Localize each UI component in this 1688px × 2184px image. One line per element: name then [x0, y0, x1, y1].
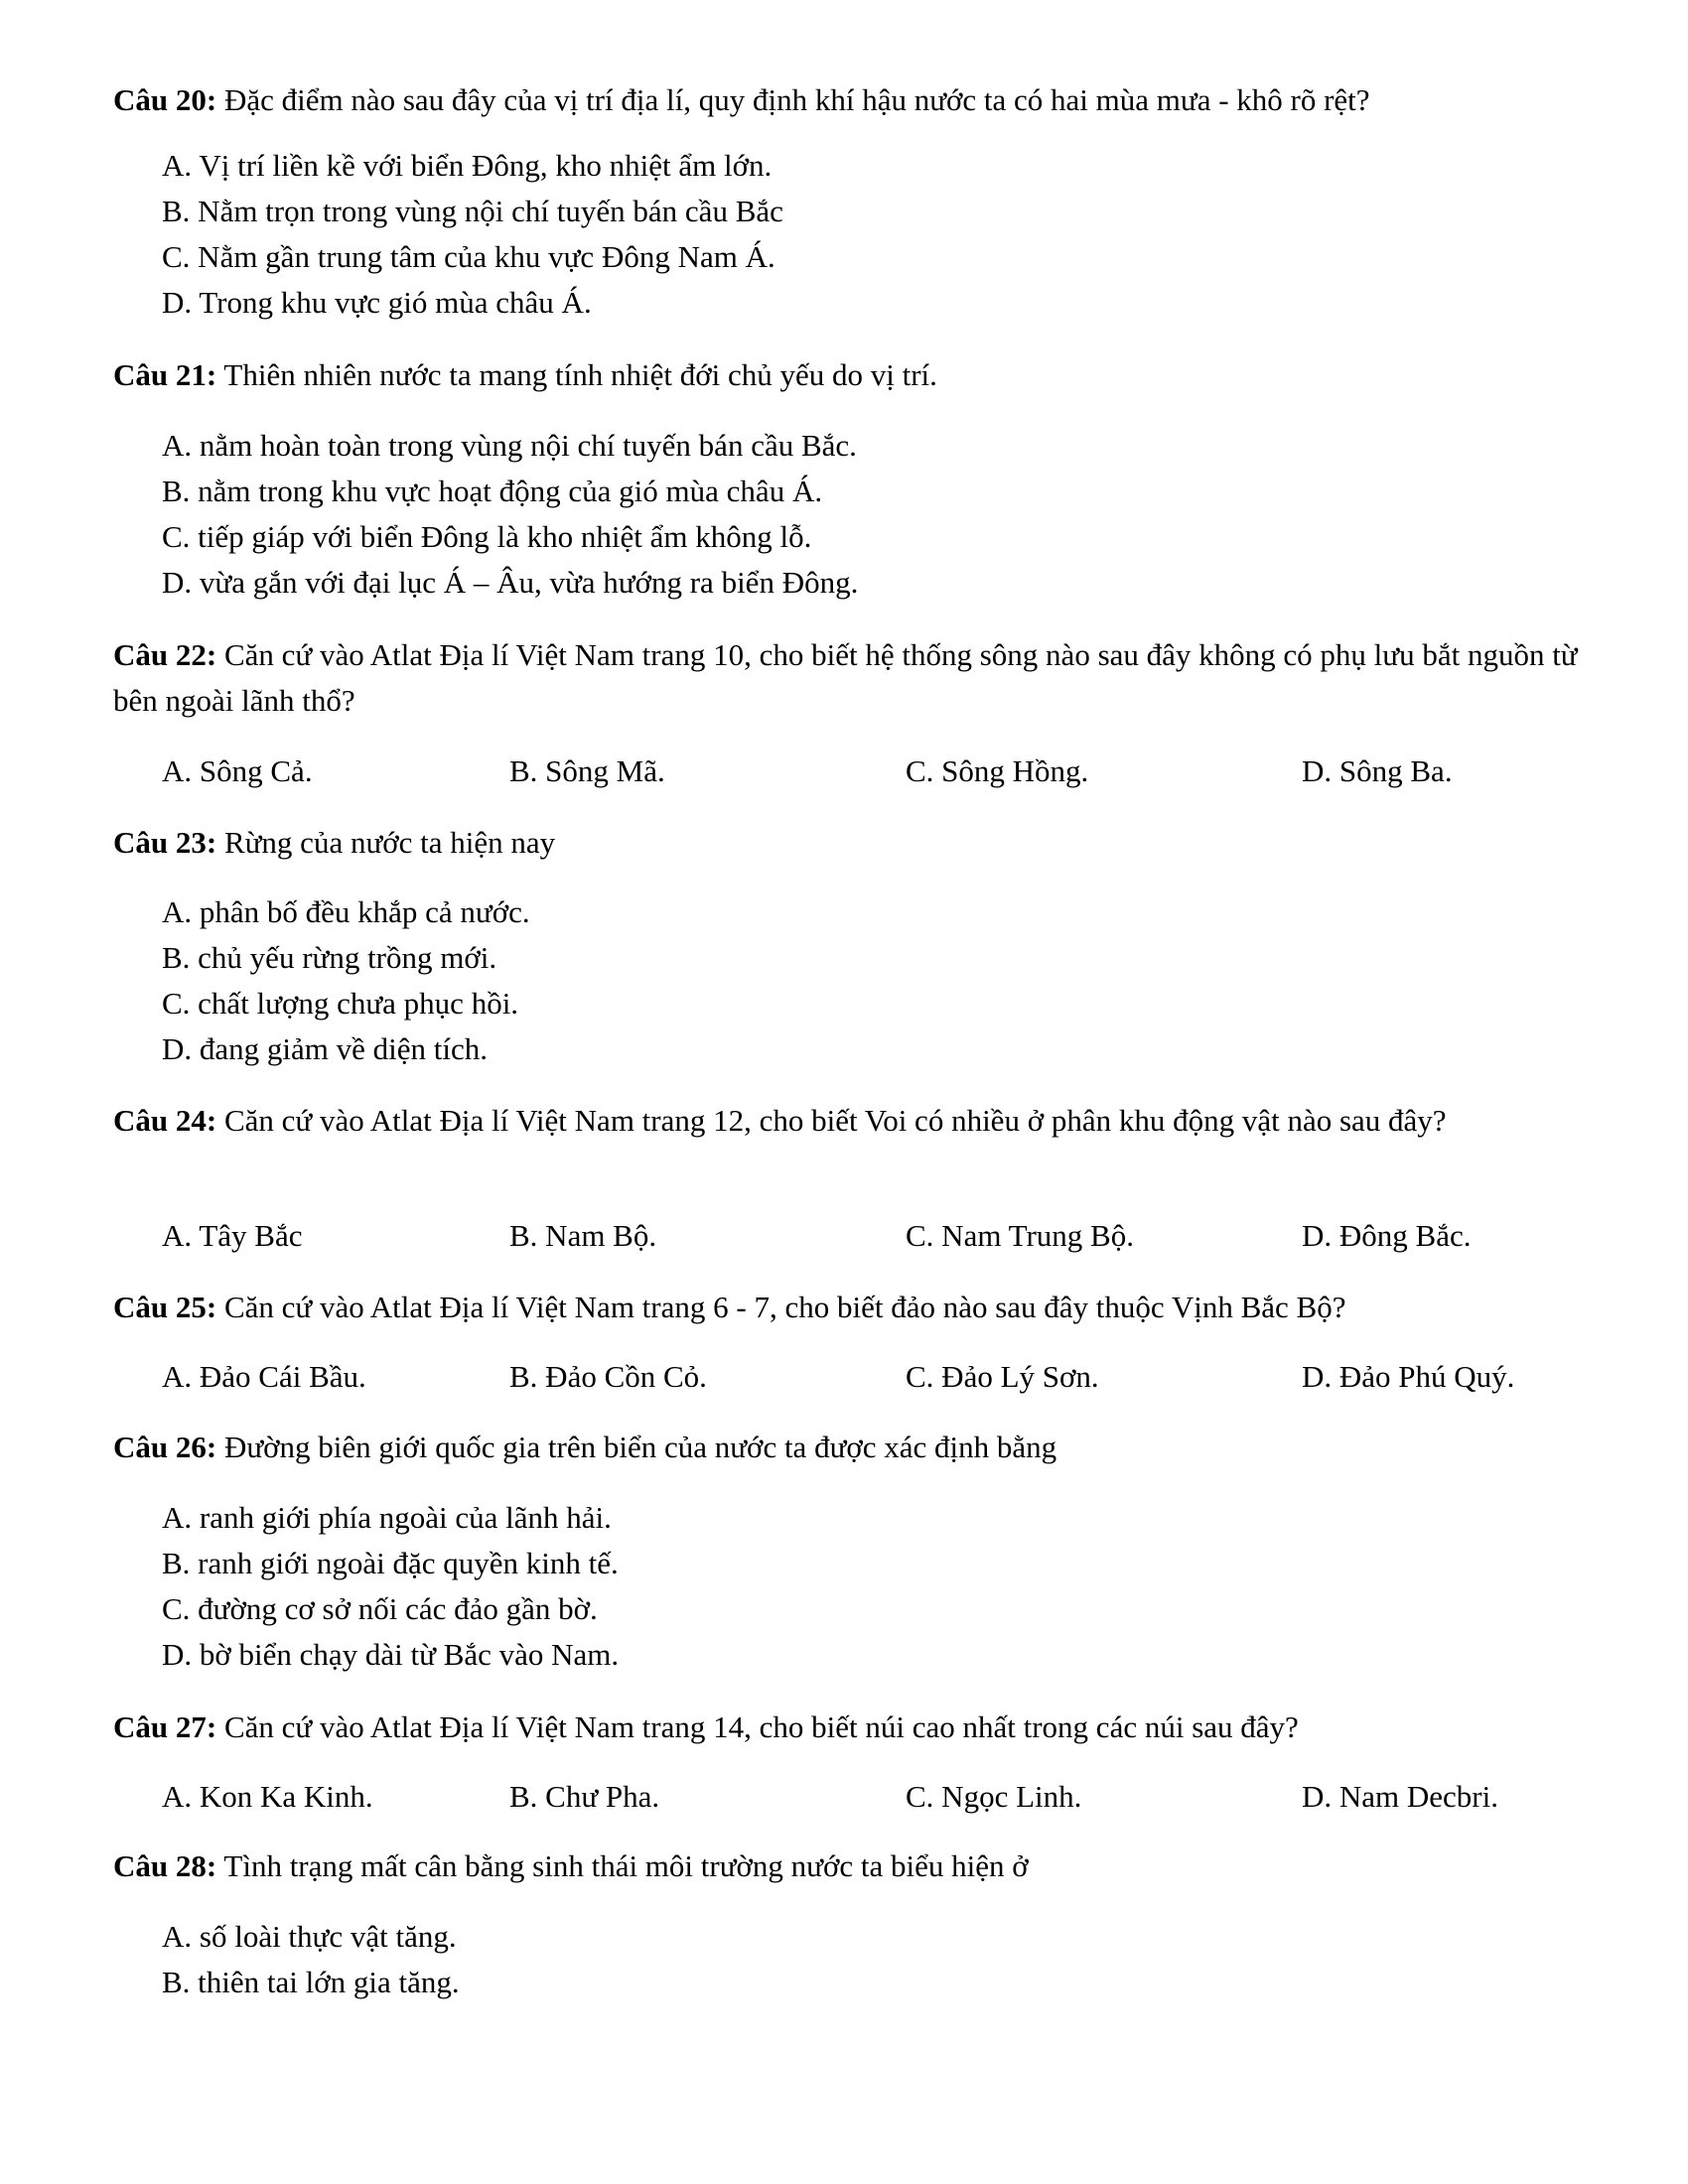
option-d: D. vừa gắn với đại lục Á – Âu, vừa hướng ra biển Đông. [162, 565, 859, 600]
option-b: B. chủ yếu rừng trồng mới. [162, 940, 497, 975]
question-28 [113, 1843, 1613, 1889]
option-c: C. tiếp giáp với biển Đông là kho nhiệt ẩm không lỗ. [162, 519, 812, 554]
question-23 [113, 820, 1613, 866]
option-a: A. Sông Cả. [162, 753, 313, 788]
question-number: Câu 25: [113, 1290, 217, 1324]
question-number: Câu 26: [113, 1430, 217, 1464]
options-row [0, 749, 1688, 794]
question-24 [113, 1098, 1613, 1144]
option-a: A. nằm hoàn toàn trong vùng nội chí tuyến bán cầu Bắc. [162, 428, 857, 463]
option-c: C. Đảo Lý Sơn. [906, 1359, 1099, 1394]
question-number: Câu 21: [113, 357, 217, 392]
question-text: Căn cứ vào Atlat Địa lí Việt Nam trang 14, cho biết núi cao nhất trong các núi sau đây? [216, 1709, 1299, 1744]
question-number: Câu 22: [113, 637, 217, 672]
option-c: C. Sông Hồng. [906, 753, 1089, 788]
question-text: Đặc điểm nào sau đây của vị trí địa lí, quy định khí hậu nước ta có hai mùa mưa - khô rõ rệt? [216, 82, 1370, 117]
option-d: D. bờ biển chạy dài từ Bắc vào Nam. [162, 1637, 620, 1672]
option-b: B. Chư Pha. [509, 1779, 660, 1814]
option-a: A. Đảo Cái Bầu. [162, 1359, 366, 1394]
options-row [0, 1774, 1688, 1820]
option-a: A. Kon Ka Kinh. [162, 1779, 373, 1814]
option-d: D. Đảo Phú Quý. [1302, 1359, 1515, 1394]
question-text: Căn cứ vào Atlat Địa lí Việt Nam trang 10, cho biết hệ thống sông nào sau đây không có phụ lưu bắt nguồn từ bên ngoài lãnh thổ? [113, 637, 1578, 718]
option-a: A. số loài thực vật tăng. [162, 1919, 457, 1954]
option-b: B. ranh giới ngoài đặc quyền kinh tế. [162, 1546, 619, 1580]
question-number: Câu 24: [113, 1103, 217, 1138]
option-d: D. Nam Decbri. [1302, 1779, 1498, 1814]
option-c: C. chất lượng chưa phục hồi. [162, 986, 519, 1021]
options-row [0, 1354, 1688, 1400]
option-d: D. Trong khu vực gió mùa châu Á. [162, 285, 592, 320]
option-a: A. Tây Bắc [162, 1218, 303, 1253]
question-text: Căn cứ vào Atlat Địa lí Việt Nam trang 6 - 7, cho biết đảo nào sau đây thuộc Vịnh Bắc Bộ? [216, 1290, 1346, 1324]
option-c: C. đường cơ sở nối các đảo gần bờ. [162, 1591, 598, 1626]
question-27 [113, 1705, 1613, 1750]
question-text: Thiên nhiên nước ta mang tính nhiệt đới chủ yếu do vị trí. [216, 357, 937, 392]
option-a: A. Vị trí liền kề với biển Đông, kho nhiệt ẩm lớn. [162, 148, 773, 183]
question-21 [113, 352, 1613, 398]
option-c: C. Ngọc Linh. [906, 1779, 1082, 1814]
option-c: C. Nam Trung Bộ. [906, 1218, 1134, 1253]
question-text: Căn cứ vào Atlat Địa lí Việt Nam trang 12, cho biết Voi có nhiều ở phân khu động vật nào sau đây? [216, 1103, 1447, 1138]
option-b: B. Nằm trọn trong vùng nội chí tuyến bán cầu Bắc [162, 194, 783, 228]
question-number: Câu 23: [113, 825, 217, 860]
option-d: D. đang giảm về diện tích. [162, 1031, 488, 1066]
question-number: Câu 28: [113, 1848, 217, 1883]
question-text: Đường biên giới quốc gia trên biển của nước ta được xác định bằng [216, 1430, 1057, 1464]
question-number: Câu 20: [113, 82, 217, 117]
option-b: B. Nam Bộ. [509, 1218, 657, 1253]
option-a: A. ranh giới phía ngoài của lãnh hải. [162, 1500, 612, 1535]
question-text: Rừng của nước ta hiện nay [216, 825, 556, 860]
question-25 [113, 1285, 1613, 1330]
option-d: D. Sông Ba. [1302, 753, 1453, 788]
question-text: Tình trạng mất cân bằng sinh thái môi trường nước ta biểu hiện ở [216, 1848, 1029, 1883]
question-20 [113, 77, 1613, 123]
option-b: B. Đảo Cồn Cỏ. [509, 1359, 707, 1394]
option-b: B. Sông Mã. [509, 753, 665, 788]
option-d: D. Đông Bắc. [1302, 1218, 1472, 1253]
options-row [0, 1213, 1688, 1259]
option-b: B. nằm trong khu vực hoạt động của gió mùa châu Á. [162, 474, 823, 508]
option-c: C. Nằm gần trung tâm của khu vực Đông Nam Á. [162, 239, 775, 274]
option-a: A. phân bố đều khắp cả nước. [162, 894, 530, 929]
option-b: B. thiên tai lớn gia tăng. [162, 1965, 460, 1999]
question-number: Câu 27: [113, 1709, 217, 1744]
question-26 [113, 1425, 1613, 1470]
question-22 [113, 632, 1613, 724]
